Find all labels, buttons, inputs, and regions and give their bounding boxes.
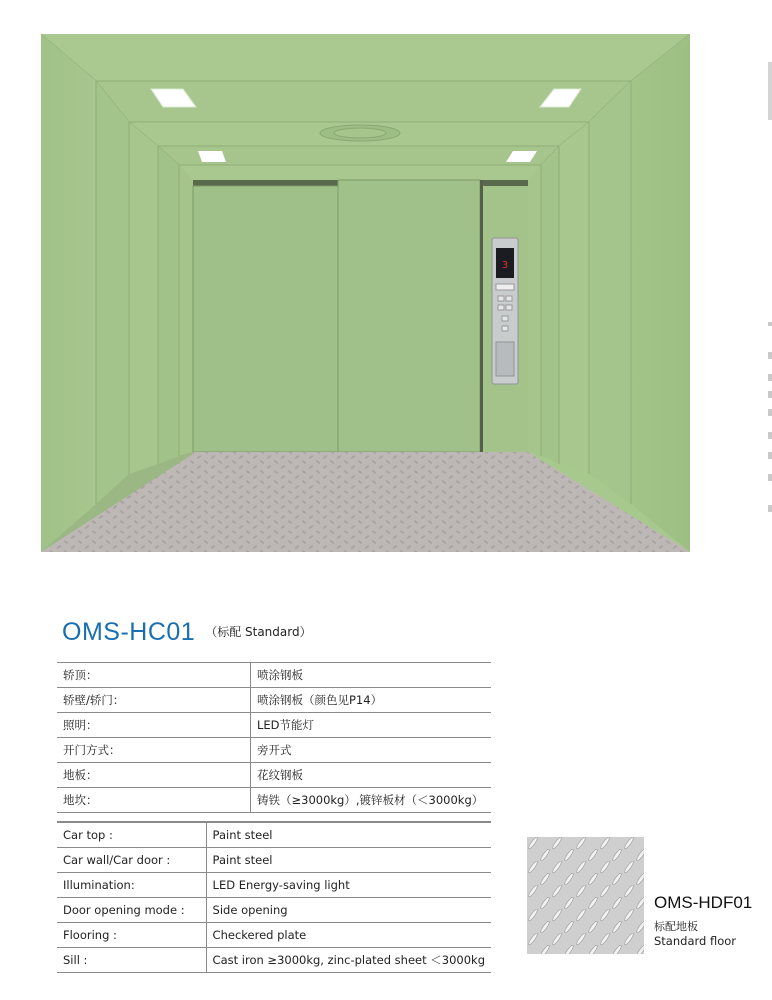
adjacent-page-edge (764, 34, 772, 514)
spec-label: 地坎： (57, 788, 251, 813)
floor-indicator-display: 3 (501, 260, 509, 271)
floor-label-cn: 标配地板 (654, 920, 698, 933)
spec-label: 开门方式： (57, 738, 251, 763)
elevator-car-image (41, 34, 690, 552)
spec-row (57, 822, 491, 848)
spec-label: Flooring : (57, 923, 206, 948)
spec-row (57, 898, 491, 923)
spec-label: Car top : (57, 822, 206, 848)
spec-row (57, 738, 491, 763)
spec-value: 喷涂钢板 (251, 663, 492, 688)
spec-value: Cast iron ≥3000kg, zinc-plated sheet ＜3000kg (206, 948, 491, 973)
spec-row (57, 948, 491, 973)
spec-label: 轿壁/轿门： (57, 688, 251, 713)
product-model: OMS-HC01 (62, 618, 196, 646)
spec-row (57, 763, 491, 788)
product-title-row (62, 618, 312, 652)
floor-label-en: Standard floor (654, 934, 737, 948)
spec-value: Paint steel (206, 848, 491, 873)
standard-tag: （标配 Standard） (205, 625, 312, 639)
spec-label: Car wall/Car door : (57, 848, 206, 873)
spec-label: 地板： (57, 763, 251, 788)
spec-row (57, 873, 491, 898)
floor-model: OMS-HDF01 (654, 893, 753, 912)
spec-row (57, 713, 491, 738)
checkered-floor-sample (527, 837, 644, 954)
spec-row (57, 788, 491, 813)
car-operating-panel (492, 238, 518, 384)
spec-label: Door opening mode : (57, 898, 206, 923)
spec-value: 喷涂钢板（颜色见P14） (251, 688, 492, 713)
spec-label: 照明： (57, 713, 251, 738)
spec-label: Sill : (57, 948, 206, 973)
spec-row (57, 848, 491, 873)
spec-value: Side opening (206, 898, 491, 923)
spec-value: LED节能灯 (251, 713, 492, 738)
spec-value: Paint steel (206, 822, 491, 848)
spec-label: 轿顶： (57, 663, 251, 688)
spec-label: Illumination: (57, 873, 206, 898)
spec-value: Checkered plate (206, 923, 491, 948)
spec-value: 铸铁（≥3000kg）,镀锌板材（＜3000kg） (251, 788, 492, 813)
spec-row (57, 688, 491, 713)
spec-table-en (57, 821, 491, 973)
spec-value: 旁开式 (251, 738, 492, 763)
spec-value: 花纹钢板 (251, 763, 492, 788)
spec-value: LED Energy-saving light (206, 873, 491, 898)
spec-table-cn (57, 662, 491, 813)
spec-row (57, 663, 491, 688)
spec-row (57, 923, 491, 948)
